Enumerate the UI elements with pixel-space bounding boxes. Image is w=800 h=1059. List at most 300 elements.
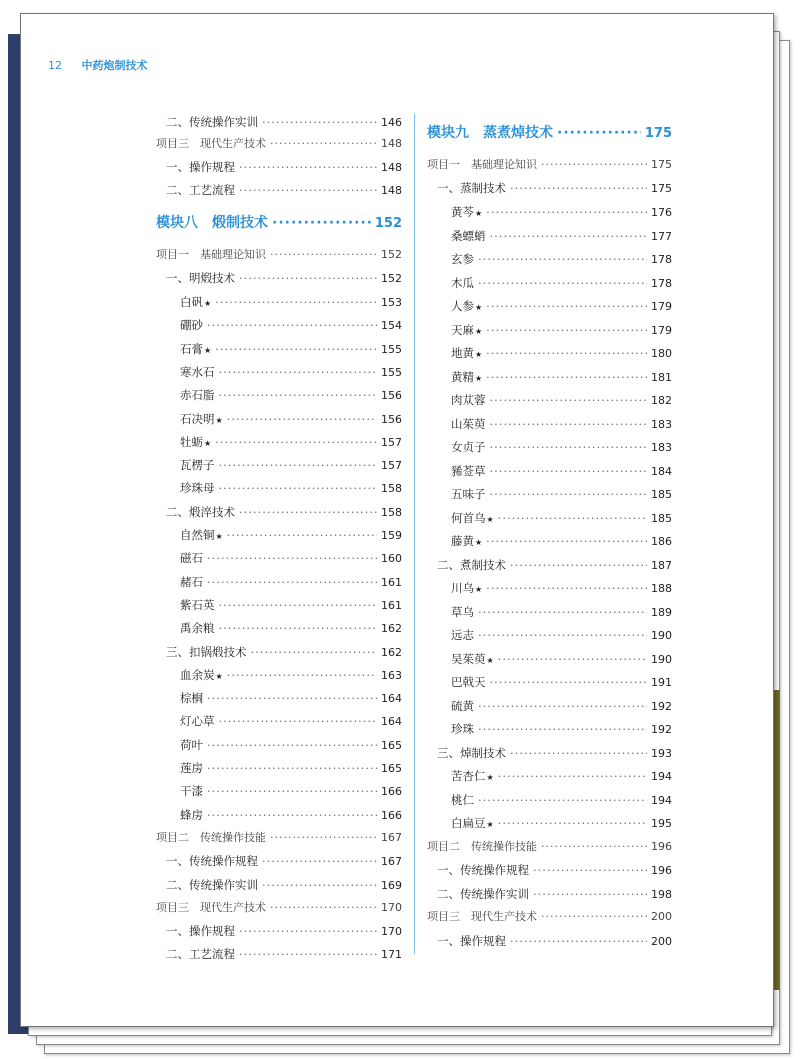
toc-entry-page: 175 bbox=[651, 158, 672, 171]
toc-entry-page: 164 bbox=[381, 692, 402, 706]
toc-project-entry bbox=[427, 837, 672, 857]
toc-entry-title: 项目三 现代生产技术 bbox=[156, 137, 266, 150]
toc-entry-page: 156 bbox=[381, 412, 402, 426]
toc-entry-page: 192 bbox=[651, 699, 672, 713]
toc-entry-page: 191 bbox=[651, 676, 672, 689]
key-item-star-icon: ★ bbox=[486, 773, 494, 782]
toc-item-entry bbox=[451, 367, 672, 387]
toc-entry-title: 二、传统操作实训 bbox=[437, 886, 529, 901]
toc-entry-page: 194 bbox=[651, 770, 672, 783]
toc-item-entry bbox=[451, 249, 672, 269]
toc-entry-title: 项目二 传统操作技能 bbox=[427, 839, 537, 853]
dot-leader bbox=[239, 944, 377, 964]
toc-entry-title: 人参 bbox=[451, 299, 474, 313]
toc-entry-title: 牡蛎 bbox=[180, 434, 203, 449]
toc-entry-page: 183 bbox=[651, 417, 672, 431]
toc-section-entry bbox=[437, 743, 672, 763]
toc-entry-title: 二、传统操作实训 bbox=[166, 877, 258, 892]
toc-entry-title: 石膏 bbox=[180, 341, 203, 356]
dot-leader bbox=[541, 837, 647, 857]
dot-leader bbox=[219, 711, 378, 731]
toc-item-entry bbox=[451, 296, 672, 316]
dot-leader bbox=[490, 484, 648, 504]
toc-item-entry bbox=[451, 390, 672, 410]
dot-leader bbox=[533, 884, 647, 904]
toc-item-entry bbox=[180, 478, 402, 498]
toc-entry-title: 血余炭 bbox=[180, 667, 215, 682]
toc-entry-title: 天麻 bbox=[451, 322, 474, 337]
toc-section-entry bbox=[166, 268, 402, 288]
toc-entry-title: 二、传统操作实训 bbox=[166, 115, 258, 129]
dot-leader bbox=[215, 339, 377, 359]
column-divider bbox=[414, 114, 415, 954]
dot-leader bbox=[478, 719, 647, 739]
toc-entry-title: 木瓜 bbox=[451, 275, 474, 290]
toc-section-entry bbox=[166, 112, 402, 132]
toc-entry-title: 桃仁 bbox=[451, 792, 474, 807]
dot-leader bbox=[490, 390, 648, 410]
toc-section-entry bbox=[166, 851, 402, 871]
dot-leader bbox=[219, 362, 378, 382]
dot-leader bbox=[510, 178, 647, 198]
toc-entry-page: 187 bbox=[651, 558, 672, 572]
toc-entry-page: 179 bbox=[651, 300, 672, 313]
toc-item-entry bbox=[180, 618, 402, 638]
toc-entry-page: 158 bbox=[381, 482, 402, 496]
dot-leader bbox=[239, 180, 377, 200]
toc-entry-title: 藤黄 bbox=[451, 534, 474, 548]
dot-leader bbox=[478, 602, 647, 622]
dot-leader bbox=[498, 813, 647, 833]
dot-leader bbox=[219, 385, 378, 405]
key-item-star-icon: ★ bbox=[215, 415, 223, 425]
toc-entry-page: 183 bbox=[651, 441, 672, 454]
toc-entry-title: 荷叶 bbox=[180, 737, 203, 752]
dot-leader bbox=[490, 672, 648, 692]
toc-item-entry bbox=[180, 688, 402, 708]
toc-entry-title: 蜂房 bbox=[180, 807, 203, 822]
dot-leader bbox=[239, 268, 377, 288]
dot-leader bbox=[486, 578, 647, 598]
toc-entry-page: 180 bbox=[651, 347, 672, 360]
toc-entry-page: 166 bbox=[381, 808, 402, 822]
toc-entry-title: 吴茱萸 bbox=[451, 651, 486, 666]
toc-item-entry bbox=[451, 813, 672, 833]
toc-entry-page: 156 bbox=[381, 389, 402, 403]
toc-item-entry bbox=[451, 696, 672, 716]
dot-leader bbox=[219, 595, 378, 615]
toc-entry-page: 164 bbox=[381, 715, 402, 729]
toc-entry-page: 169 bbox=[381, 878, 402, 892]
toc-item-entry bbox=[451, 202, 672, 222]
toc-entry-page: 170 bbox=[381, 900, 402, 914]
toc-item-entry bbox=[451, 672, 672, 692]
toc-entry-title: 项目一 基础理论知识 bbox=[427, 158, 537, 171]
dot-leader bbox=[207, 688, 377, 708]
toc-entry-page: 152 bbox=[381, 248, 402, 261]
dot-leader bbox=[557, 121, 641, 145]
toc-entry-title: 赭石 bbox=[180, 574, 203, 589]
dot-leader bbox=[270, 134, 377, 154]
toc-entry-title: 一、传统操作规程 bbox=[166, 854, 258, 869]
toc-entry-title: 川乌 bbox=[451, 581, 474, 595]
toc-section-entry bbox=[437, 178, 672, 198]
toc-entry-title: 白矾 bbox=[180, 295, 203, 309]
toc-section-entry bbox=[437, 555, 672, 575]
toc-item-entry bbox=[451, 790, 672, 810]
toc-section-entry bbox=[437, 884, 672, 904]
toc-entry-title: 豨莶草 bbox=[451, 463, 486, 478]
dot-leader bbox=[478, 273, 647, 293]
key-item-star-icon: ★ bbox=[475, 209, 483, 218]
key-item-star-icon: ★ bbox=[475, 585, 483, 594]
toc-item-entry bbox=[451, 766, 672, 786]
toc-entry-title: 莲房 bbox=[180, 761, 203, 775]
toc-entry-title: 地黄 bbox=[451, 346, 474, 360]
toc-entry-page: 200 bbox=[651, 910, 672, 923]
toc-entry-title: 三、焯制技术 bbox=[437, 745, 506, 760]
toc-entry-page: 161 bbox=[381, 575, 402, 589]
toc-entry-title: 赤石脂 bbox=[180, 388, 215, 403]
toc-entry-title: 远志 bbox=[451, 628, 474, 642]
toc-entry-title: 一、操作规程 bbox=[166, 924, 235, 939]
toc-entry-page: 158 bbox=[381, 505, 402, 519]
toc-entry-title: 山茱萸 bbox=[451, 416, 486, 431]
toc-project-entry bbox=[427, 155, 672, 175]
toc-entry-page: 163 bbox=[381, 668, 402, 682]
toc-item-entry bbox=[180, 735, 402, 755]
toc-item-entry bbox=[451, 625, 672, 645]
dot-leader bbox=[486, 320, 647, 340]
dot-leader bbox=[207, 572, 377, 592]
toc-entry-page: 162 bbox=[381, 622, 402, 636]
toc-project-entry bbox=[156, 828, 402, 848]
toc-entry-page: 188 bbox=[651, 582, 672, 595]
key-item-star-icon: ★ bbox=[204, 345, 212, 355]
toc-entry-title: 巴戟天 bbox=[451, 675, 486, 689]
key-item-star-icon: ★ bbox=[215, 671, 223, 681]
toc-section-entry bbox=[166, 180, 402, 200]
toc-entry-title: 女贞子 bbox=[451, 440, 486, 454]
key-item-star-icon: ★ bbox=[215, 532, 223, 541]
toc-item-entry bbox=[180, 362, 402, 382]
dot-leader bbox=[215, 292, 377, 312]
dot-leader bbox=[486, 343, 647, 363]
toc-item-entry bbox=[451, 226, 672, 246]
dot-leader bbox=[207, 781, 377, 801]
toc-entry-title: 一、明煅技术 bbox=[166, 271, 235, 285]
toc-section-entry bbox=[437, 860, 672, 880]
dot-leader bbox=[486, 367, 647, 387]
dot-leader bbox=[272, 211, 371, 235]
toc-entry-page: 157 bbox=[381, 435, 402, 449]
toc-project-entry bbox=[156, 898, 402, 918]
toc-item-entry bbox=[451, 343, 672, 363]
dot-leader bbox=[510, 743, 647, 763]
dot-leader bbox=[270, 898, 377, 918]
toc-entry-page: 153 bbox=[381, 296, 402, 309]
toc-item-entry bbox=[451, 437, 672, 457]
toc-item-entry bbox=[180, 432, 402, 452]
toc-entry-title: 项目二 传统操作技能 bbox=[156, 830, 266, 844]
page-number: 12 bbox=[48, 59, 62, 72]
toc-item-entry bbox=[180, 409, 402, 429]
dot-leader bbox=[490, 414, 648, 434]
toc-entry-title: 寒水石 bbox=[180, 364, 215, 379]
toc-entry-page: 196 bbox=[651, 839, 672, 853]
toc-entry-page: 155 bbox=[381, 365, 402, 379]
dot-leader bbox=[262, 875, 377, 895]
toc-entry-title: 磁石 bbox=[180, 551, 203, 566]
toc-entry-title: 紫石英 bbox=[180, 597, 215, 612]
toc-entry-page: 175 bbox=[644, 126, 672, 141]
toc-entry-page: 181 bbox=[651, 370, 672, 384]
toc-item-entry bbox=[451, 508, 672, 528]
toc-section-entry bbox=[166, 875, 402, 895]
toc-entry-title: 模块九 蒸煮焯技术 bbox=[427, 125, 553, 141]
toc-entry-title: 三、扣锅煅技术 bbox=[166, 644, 247, 659]
toc-entry-title: 干漆 bbox=[180, 784, 203, 799]
toc-entry-page: 165 bbox=[381, 738, 402, 752]
toc-entry-page: 162 bbox=[381, 645, 402, 659]
dot-leader bbox=[541, 155, 647, 175]
toc-entry-page: 160 bbox=[381, 552, 402, 566]
toc-entry-title: 项目三 现代生产技术 bbox=[156, 900, 266, 914]
toc-entry-title: 肉苁蓉 bbox=[451, 393, 486, 407]
toc-entry-title: 棕榈 bbox=[180, 691, 203, 706]
toc-entry-title: 一、蒸制技术 bbox=[437, 181, 506, 195]
key-item-star-icon: ★ bbox=[475, 538, 483, 547]
dot-leader bbox=[510, 931, 647, 951]
dot-leader bbox=[541, 907, 647, 927]
toc-item-entry bbox=[451, 649, 672, 669]
toc-entry-title: 黄芩 bbox=[451, 205, 474, 219]
toc-entry-page: 167 bbox=[381, 855, 402, 869]
book-title: 中药炮制技术 bbox=[81, 59, 148, 72]
dot-leader bbox=[533, 860, 647, 880]
toc-entry-title: 硼砂 bbox=[180, 318, 203, 333]
toc-module-heading bbox=[427, 121, 672, 145]
dot-leader bbox=[262, 112, 377, 132]
dot-leader bbox=[478, 696, 647, 716]
toc-entry-title: 瓦楞子 bbox=[180, 458, 215, 473]
toc-entry-title: 珍珠 bbox=[451, 722, 474, 736]
toc-entry-page: 148 bbox=[381, 137, 402, 150]
toc-item-entry bbox=[451, 719, 672, 739]
toc-entry-page: 148 bbox=[381, 161, 402, 174]
toc-entry-page: 159 bbox=[381, 529, 402, 542]
toc-project-entry bbox=[427, 907, 672, 927]
key-item-star-icon: ★ bbox=[486, 514, 494, 524]
toc-entry-page: 198 bbox=[651, 887, 672, 901]
toc-entry-page: 155 bbox=[381, 342, 402, 356]
dot-leader bbox=[486, 296, 647, 316]
toc-entry-page: 171 bbox=[381, 948, 402, 962]
toc-item-entry bbox=[451, 531, 672, 551]
toc-entry-title: 玄参 bbox=[451, 252, 474, 266]
dot-leader bbox=[227, 409, 377, 429]
toc-entry-title: 二、工艺流程 bbox=[166, 183, 235, 197]
toc-entry-title: 禹余粮 bbox=[180, 621, 215, 636]
toc-item-entry bbox=[180, 805, 402, 825]
dot-leader bbox=[207, 805, 377, 825]
key-item-star-icon: ★ bbox=[475, 373, 483, 383]
dot-leader bbox=[227, 525, 377, 545]
toc-section-entry bbox=[166, 944, 402, 964]
toc-entry-title: 桑螵蛸 bbox=[451, 228, 486, 243]
dot-leader bbox=[215, 432, 377, 452]
key-item-star-icon: ★ bbox=[204, 299, 212, 308]
dot-leader bbox=[478, 249, 647, 269]
toc-entry-page: 148 bbox=[381, 184, 402, 197]
dot-leader bbox=[498, 508, 647, 528]
key-item-star-icon: ★ bbox=[486, 655, 494, 665]
toc-entry-page: 178 bbox=[651, 276, 672, 290]
toc-section-entry bbox=[166, 157, 402, 177]
toc-entry-title: 自然铜 bbox=[180, 528, 215, 542]
dot-leader bbox=[270, 245, 377, 265]
toc-item-entry bbox=[451, 578, 672, 598]
toc-entry-page: 176 bbox=[651, 206, 672, 219]
toc-project-entry bbox=[156, 134, 402, 154]
dot-leader bbox=[251, 642, 378, 662]
toc-section-entry bbox=[437, 931, 672, 951]
toc-entry-page: 179 bbox=[651, 323, 672, 337]
toc-entry-page: 200 bbox=[651, 934, 672, 948]
toc-entry-title: 何首乌 bbox=[451, 510, 486, 525]
toc-item-entry bbox=[180, 292, 402, 312]
toc-item-entry bbox=[180, 548, 402, 568]
toc-entry-page: 196 bbox=[651, 864, 672, 877]
toc-entry-title: 一、传统操作规程 bbox=[437, 863, 529, 877]
toc-entry-title: 五味子 bbox=[451, 487, 486, 501]
toc-entry-page: 161 bbox=[381, 598, 402, 612]
dot-leader bbox=[510, 555, 647, 575]
toc-entry-page: 185 bbox=[651, 488, 672, 501]
dot-leader bbox=[207, 548, 377, 568]
dot-leader bbox=[486, 202, 647, 222]
toc-item-entry bbox=[180, 315, 402, 335]
dot-leader bbox=[227, 665, 377, 685]
toc-entry-page: 190 bbox=[651, 652, 672, 666]
dot-leader bbox=[239, 921, 377, 941]
toc-entry-page: 186 bbox=[651, 535, 672, 548]
dot-leader bbox=[207, 315, 377, 335]
dot-leader bbox=[207, 735, 377, 755]
dot-leader bbox=[239, 502, 377, 522]
dot-leader bbox=[219, 455, 378, 475]
toc-item-entry bbox=[180, 781, 402, 801]
toc-entry-title: 二、煅淬技术 bbox=[166, 504, 235, 519]
toc-entry-title: 珍珠母 bbox=[180, 481, 215, 496]
toc-entry-page: 189 bbox=[651, 605, 672, 619]
toc-entry-page: 185 bbox=[651, 511, 672, 525]
toc-item-entry bbox=[180, 758, 402, 778]
toc-item-entry bbox=[451, 320, 672, 340]
toc-item-entry bbox=[180, 595, 402, 615]
toc-entry-title: 一、操作规程 bbox=[437, 933, 506, 948]
toc-project-entry bbox=[156, 245, 402, 265]
toc-entry-title: 二、煮制技术 bbox=[437, 557, 506, 572]
toc-entry-page: 195 bbox=[651, 817, 672, 830]
toc-item-entry bbox=[180, 665, 402, 685]
dot-leader bbox=[486, 531, 647, 551]
dot-leader bbox=[490, 461, 648, 481]
toc-section-entry bbox=[166, 502, 402, 522]
toc-entry-page: 182 bbox=[651, 394, 672, 407]
toc-item-entry bbox=[451, 414, 672, 434]
toc-module-heading bbox=[156, 211, 402, 235]
toc-entry-page: 167 bbox=[381, 830, 402, 844]
toc-entry-page: 192 bbox=[651, 723, 672, 736]
toc-item-entry bbox=[451, 484, 672, 504]
key-item-star-icon: ★ bbox=[486, 820, 494, 829]
page-header bbox=[48, 57, 148, 73]
toc-section-entry bbox=[166, 921, 402, 941]
toc-item-entry bbox=[180, 525, 402, 545]
toc-entry-page: 184 bbox=[651, 464, 672, 478]
dot-leader bbox=[239, 157, 377, 177]
toc-entry-page: 154 bbox=[381, 319, 402, 333]
dot-leader bbox=[498, 766, 647, 786]
dot-leader bbox=[219, 618, 378, 638]
toc-entry-title: 项目一 基础理论知识 bbox=[156, 248, 266, 261]
toc-entry-page: 157 bbox=[381, 459, 402, 473]
toc-item-entry bbox=[180, 339, 402, 359]
dot-leader bbox=[478, 625, 647, 645]
key-item-star-icon: ★ bbox=[475, 326, 483, 336]
toc-entry-title: 白扁豆 bbox=[451, 816, 486, 830]
toc-entry-page: 193 bbox=[651, 746, 672, 760]
dot-leader bbox=[490, 437, 648, 457]
dot-leader bbox=[498, 649, 647, 669]
key-item-star-icon: ★ bbox=[204, 438, 212, 448]
toc-entry-page: 178 bbox=[651, 253, 672, 266]
toc-entry-page: 177 bbox=[651, 229, 672, 243]
dot-leader bbox=[262, 851, 377, 871]
dot-leader bbox=[478, 790, 647, 810]
dot-leader bbox=[207, 758, 377, 778]
toc-entry-title: 草乌 bbox=[451, 604, 474, 619]
toc-entry-page: 170 bbox=[381, 925, 402, 939]
toc-entry-page: 146 bbox=[381, 116, 402, 129]
dot-leader bbox=[270, 828, 377, 848]
toc-entry-title: 硫黄 bbox=[451, 698, 474, 713]
toc-entry-title: 项目三 现代生产技术 bbox=[427, 910, 537, 923]
toc-entry-page: 165 bbox=[381, 762, 402, 775]
toc-entry-page: 194 bbox=[651, 793, 672, 807]
toc-item-entry bbox=[180, 455, 402, 475]
toc-entry-page: 175 bbox=[651, 182, 672, 195]
toc-entry-title: 灯心草 bbox=[180, 714, 215, 729]
toc-section-entry bbox=[166, 642, 402, 662]
toc-item-entry bbox=[180, 385, 402, 405]
toc-item-entry bbox=[451, 602, 672, 622]
toc-entry-title: 石决明 bbox=[180, 411, 215, 426]
toc-entry-page: 166 bbox=[381, 785, 402, 799]
toc-entry-page: 190 bbox=[651, 629, 672, 642]
toc-entry-title: 黄精 bbox=[451, 369, 474, 384]
toc-entry-page: 152 bbox=[381, 272, 402, 285]
toc-item-entry bbox=[451, 461, 672, 481]
toc-entry-page: 152 bbox=[374, 216, 402, 231]
dot-leader bbox=[490, 226, 648, 246]
toc-entry-title: 模块八 煅制技术 bbox=[156, 215, 268, 231]
toc-item-entry bbox=[180, 572, 402, 592]
key-item-star-icon: ★ bbox=[475, 303, 483, 312]
toc-entry-title: 一、操作规程 bbox=[166, 160, 235, 174]
toc-entry-title: 苦杏仁 bbox=[451, 769, 486, 783]
